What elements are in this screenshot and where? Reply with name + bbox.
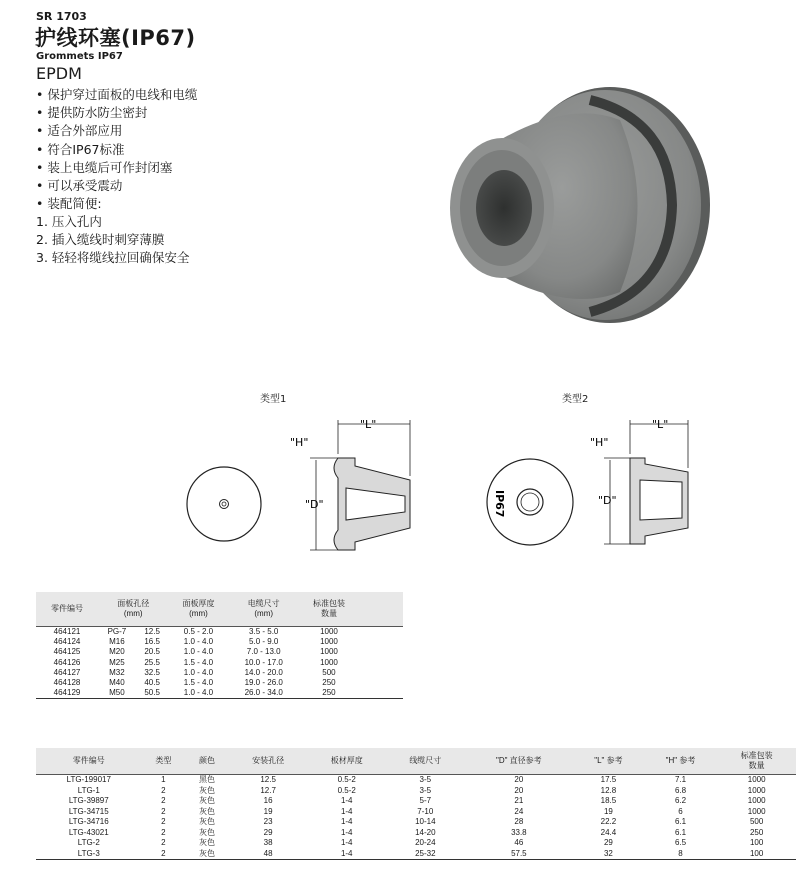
col-panel-thickness: [168, 592, 228, 627]
col-pack-qty: [717, 748, 796, 775]
table-row: [36, 828, 796, 839]
col-d-ref: [465, 748, 573, 775]
table-cell: 1-4: [340, 796, 353, 806]
table-cell: 100: [717, 849, 796, 860]
table-cell: 16.5: [144, 637, 160, 647]
table-cell: 灰色: [199, 838, 215, 848]
col-color: [185, 748, 229, 775]
table-cell: 40.5: [144, 678, 160, 688]
table-cell: 12.5: [260, 775, 276, 785]
table-cell: 6.5: [674, 838, 687, 848]
table-cell: 24.4: [600, 827, 617, 837]
table-cell: 10-14: [415, 817, 436, 827]
table-row: [36, 637, 403, 647]
table-cell: 灰色: [199, 827, 215, 837]
header-text: "H" 参考: [665, 756, 696, 765]
table-cell: 1000: [320, 627, 338, 637]
type1-section: [334, 458, 410, 550]
table-cell: 7-10: [417, 806, 434, 816]
table-cell: 6.1: [674, 827, 687, 837]
col-l-ref: [573, 748, 644, 775]
feature-item: • 适合外部应用: [36, 123, 123, 139]
feature-item: • 提供防水防尘密封: [36, 105, 148, 121]
table-body: [36, 775, 796, 860]
table-cell: 3-5: [419, 785, 432, 795]
type2-label: 类型2: [562, 394, 589, 405]
table-body: [36, 627, 403, 699]
table-cell: 25.5: [144, 657, 160, 667]
table-row: [36, 627, 403, 638]
table-cell: 14-20: [415, 827, 436, 837]
table-cell: 1000: [320, 647, 338, 657]
assembly-steps: [36, 213, 189, 268]
col-part-number: [36, 748, 142, 775]
feature-item: • 装配简便:: [36, 196, 102, 212]
table-cell: 3-5: [419, 775, 432, 785]
feature-item: • 保护穿过面板的电线和电缆: [36, 87, 198, 102]
step-item: 3. 轻轻将缆线拉回确保安全: [36, 250, 190, 266]
table-cell: 24: [514, 806, 524, 816]
type2-hole-inner: [521, 493, 539, 511]
page-subtitle: Grommets IP67: [36, 51, 123, 62]
table-header-row: [36, 748, 796, 775]
table-cell: 464125: [53, 647, 81, 657]
table-cell: LTG-2: [77, 838, 100, 848]
table-cell: 5-7: [419, 796, 432, 806]
table-cell: 1.5 - 4.0: [183, 657, 214, 667]
table-cell: 29: [603, 838, 613, 848]
grommet-spec-table: [36, 592, 403, 699]
table-row: [36, 668, 403, 678]
table-cell: PG-7: [107, 627, 127, 637]
header-text: 电缆尺寸 (mm): [247, 599, 280, 618]
table-row: [36, 678, 403, 688]
col-panel-thickness: [307, 748, 386, 775]
table-cell: 0.5-2: [337, 775, 356, 785]
table-cell: 16: [263, 796, 273, 806]
table-cell: 0.5-2: [337, 785, 356, 795]
feature-list: [36, 86, 197, 213]
col-cable-size: [386, 748, 465, 775]
table-cell: LTG-43021: [68, 827, 109, 837]
header-text: 颜色: [199, 756, 215, 765]
type1-label: 类型1: [260, 394, 287, 405]
header-text: 面板孔径 (mm): [117, 599, 150, 618]
table-cell: 464126: [53, 657, 81, 667]
header-text: 安装孔径: [252, 756, 285, 765]
header-text: "L" 参考: [594, 756, 623, 765]
step-item: 1. 压入孔内: [36, 214, 102, 229]
table-cell: 26.0 - 34.0: [228, 688, 298, 699]
table-row: [36, 658, 403, 668]
type1-front-outline: [187, 467, 261, 541]
header-text: 零件编号: [51, 604, 83, 613]
table-cell: 1000: [747, 775, 766, 785]
table-cell: 灰色: [185, 849, 229, 860]
table-cell: 48: [229, 849, 308, 860]
type2-dim-D: "D": [598, 494, 617, 507]
table-cell: 1.0 - 4.0: [168, 688, 228, 699]
table-cell: LTG-3: [36, 849, 142, 860]
header-text: 线缆尺寸: [409, 756, 442, 765]
table-cell: 22.2: [600, 817, 617, 827]
table-cell: 7.0 - 13.0: [246, 647, 281, 657]
col-mount-hole: [229, 748, 308, 775]
table-row: [36, 817, 796, 828]
type1-hole-outer: [220, 500, 229, 509]
table-cell: 14.0 - 20.0: [244, 667, 283, 677]
table-cell: 1-4: [307, 849, 386, 860]
header-text: 板材厚度: [330, 756, 363, 765]
table-spacer: [359, 688, 403, 699]
table-cell: 46: [514, 838, 524, 848]
table-cell: LTG-199017: [66, 775, 111, 785]
table-cell: 464121: [53, 627, 81, 637]
type1-diagram: [180, 410, 420, 560]
table-cell: 464128: [53, 678, 81, 688]
table-cell: 19: [263, 806, 273, 816]
table-cell: 2: [161, 827, 166, 837]
table-cell: 1-4: [340, 827, 353, 837]
table-spacer: [359, 627, 403, 638]
table-cell: 33.8: [511, 827, 527, 837]
table-cell: 32.5: [144, 667, 160, 677]
type2-ip-text: IP67: [493, 490, 506, 518]
header-text: 标准包装 数量: [740, 751, 773, 770]
table-cell: 250: [749, 827, 764, 837]
table-cell: M16: [109, 637, 125, 647]
table-spacer: [359, 647, 403, 657]
table-cell: LTG-39897: [68, 796, 109, 806]
table-cell: 2: [142, 849, 186, 860]
header-text: 面板厚度 (mm): [182, 599, 215, 618]
table-cell: 6.2: [674, 796, 687, 806]
feature-item: • 可以承受震动: [36, 178, 123, 194]
col-panel-hole: [98, 592, 168, 627]
table-cell: LTG-34715: [68, 806, 109, 816]
table-cell: 3.5 - 5.0: [249, 627, 279, 637]
type1-dim-L: "L": [360, 418, 377, 431]
feature-item: • 符合IP67标准: [36, 141, 125, 157]
table-cell: 灰色: [199, 796, 215, 806]
table-spacer: [359, 592, 403, 627]
header-text: "D" 直径参考: [496, 756, 542, 765]
table-cell: 12.5: [144, 627, 160, 637]
step-item: 2. 插入缆线时刺穿薄膜: [36, 232, 165, 248]
table-cell: 1.0 - 4.0: [183, 637, 214, 647]
table-cell: 5.0 - 9.0: [249, 637, 279, 647]
type2-section: [630, 458, 688, 544]
table-cell: 2: [161, 785, 166, 795]
type1-dim-D: "D": [305, 498, 324, 511]
table-cell: 1: [161, 775, 166, 785]
table-cell: 29: [263, 827, 273, 837]
table-cell: 20: [514, 785, 524, 795]
table-row: [36, 647, 403, 657]
table-row: [36, 807, 796, 818]
table-cell: 250: [299, 688, 359, 699]
material-label: EPDM: [36, 64, 82, 83]
table-cell: 1-4: [340, 806, 353, 816]
table-cell: 6: [678, 806, 683, 816]
table-cell: 464124: [53, 637, 81, 647]
table-cell: 10.0 - 17.0: [244, 657, 283, 667]
table-header-row: [36, 592, 403, 627]
type2-dim-L: "L": [652, 418, 669, 431]
table-cell: M50: [98, 688, 136, 699]
col-part-number: [36, 592, 98, 627]
table-cell: 464129: [36, 688, 98, 699]
col-pack-qty: [299, 592, 359, 627]
table-cell: 灰色: [199, 817, 215, 827]
ltg-spec-table: [36, 748, 796, 860]
type2-diagram: [480, 410, 710, 560]
table-cell: 19.0 - 26.0: [244, 678, 283, 688]
product-code: SR 1703: [36, 10, 87, 23]
table-cell: 1000: [747, 785, 766, 795]
table-cell: 6.8: [674, 785, 687, 795]
table-cell: 250: [322, 678, 336, 688]
page-title: 护线环塞(IP67): [35, 26, 196, 50]
table-row: [36, 688, 403, 699]
table-cell: 灰色: [199, 806, 215, 816]
table-cell: 32: [573, 849, 644, 860]
table-cell: 38: [263, 838, 273, 848]
table-row: [36, 796, 796, 807]
table-cell: 1000: [747, 796, 766, 806]
table-row: [36, 775, 796, 786]
table-cell: 12.8: [600, 785, 617, 795]
table-cell: M32: [109, 667, 125, 677]
type1-hole-inner: [222, 502, 226, 506]
feature-item: • 装上电缆后可作封闭塞: [36, 159, 173, 175]
table-cell: 28: [514, 817, 524, 827]
table-cell: 50.5: [136, 688, 169, 699]
col-h-ref: [644, 748, 718, 775]
table-cell: 464127: [53, 667, 81, 677]
table-cell: 2: [161, 817, 166, 827]
table-cell: 1-4: [340, 817, 353, 827]
table-cell: 100: [749, 838, 764, 848]
table-cell: M40: [109, 678, 125, 688]
table-cell: 23: [263, 817, 273, 827]
table-row: [36, 838, 796, 849]
table-cell: M25: [109, 657, 125, 667]
table-cell: 19: [603, 806, 613, 816]
table-spacer: [359, 637, 403, 647]
table-cell: 2: [161, 806, 166, 816]
grommet-product-image: [440, 80, 720, 350]
table-cell: 1-4: [340, 838, 353, 848]
table-cell: 1000: [747, 806, 766, 816]
table-cell: 20-24: [415, 838, 436, 848]
table-cell: 6.1: [674, 817, 687, 827]
table-cell: 2: [161, 838, 166, 848]
table-cell: 500: [322, 667, 336, 677]
type2-dim-H: "H": [590, 436, 609, 449]
table-cell: 25-32: [386, 849, 465, 860]
header-text: 零件编号: [72, 756, 105, 765]
table-spacer: [359, 668, 403, 678]
table-cell: 21: [514, 796, 524, 806]
table-cell: 17.5: [600, 775, 617, 785]
table-spacer: [359, 658, 403, 668]
table-cell: 7.1: [674, 775, 687, 785]
table-cell: LTG-34716: [68, 817, 109, 827]
header-text: 标准包装 数量: [312, 599, 345, 618]
table-row: [36, 786, 796, 797]
table-cell: 12.7: [260, 785, 276, 795]
table-cell: 57.5: [465, 849, 573, 860]
table-cell: 1000: [320, 637, 338, 647]
col-type: [142, 748, 186, 775]
table-cell: LTG-1: [77, 785, 100, 795]
table-cell: 20.5: [144, 647, 160, 657]
header-text: 类型: [155, 756, 172, 765]
table-cell: 1.0 - 4.0: [183, 667, 214, 677]
table-cell: 黑色: [199, 775, 215, 785]
table-spacer: [359, 678, 403, 688]
table-cell: 1.5 - 4.0: [183, 678, 214, 688]
type1-dim-H: "H": [290, 436, 309, 449]
table-cell: 500: [749, 817, 764, 827]
table-cell: 20: [514, 775, 524, 785]
table-cell: 18.5: [600, 796, 617, 806]
col-cable-size: [228, 592, 298, 627]
table-cell: 1.0 - 4.0: [183, 647, 214, 657]
table-cell: 1000: [320, 657, 338, 667]
table-cell: 灰色: [199, 785, 215, 795]
table-cell: 0.5 - 2.0: [183, 627, 214, 637]
table-cell: M20: [109, 647, 125, 657]
table-row: [36, 849, 796, 860]
table-cell: 2: [161, 796, 166, 806]
table-cell: 8: [644, 849, 718, 860]
